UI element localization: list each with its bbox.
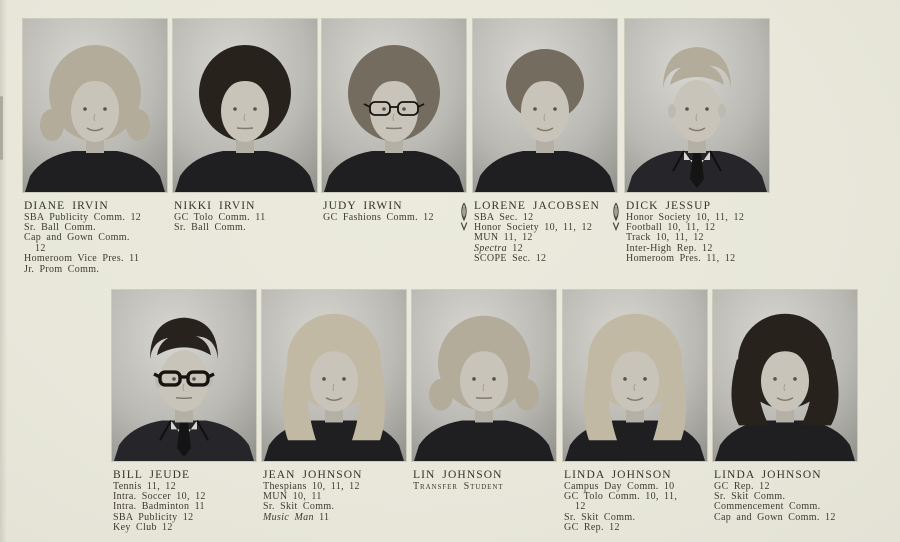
activity-line: Sr. Skit Comm. <box>263 501 335 513</box>
activity-text: 12 <box>507 242 523 254</box>
student-info <box>322 200 474 223</box>
portrait-photo <box>412 290 556 461</box>
portrait-photo <box>262 290 406 461</box>
portrait-photo <box>322 19 466 192</box>
activity-line: Intra. Soccer 10, 12 <box>113 490 206 502</box>
student-name: DICK JESSUP <box>626 200 712 212</box>
student-name: LIN JOHNSON <box>413 469 503 481</box>
student-name: DIANE IRVIN <box>24 200 109 212</box>
activity-line: Key Club 12 <box>113 522 173 534</box>
activity-line: Cap and Gown Comm. <box>24 232 130 244</box>
student-info <box>713 469 865 523</box>
student-info <box>173 200 325 233</box>
activities-list <box>413 482 564 492</box>
activity-line: GC Tolo Comm. 10, 11, <box>564 490 678 502</box>
activities-list <box>474 213 625 265</box>
student-entry <box>262 290 414 523</box>
student-info <box>23 200 175 275</box>
activity-text: 11 <box>313 511 330 523</box>
student-info <box>262 469 414 523</box>
activity-line <box>263 513 414 523</box>
activity-line: SCOPE Sec. 12 <box>474 253 547 265</box>
activities-list <box>263 482 414 524</box>
student-name: LINDA JOHNSON <box>714 469 822 481</box>
activity-line: 12 <box>35 242 46 254</box>
student-name: LORENE JACOBSEN <box>474 200 600 212</box>
activity-line: GC Rep. 12 <box>714 480 770 492</box>
student-info <box>625 200 777 265</box>
portrait-photo <box>563 290 707 461</box>
student-name: BILL JEUDE <box>113 469 191 481</box>
torch-icon <box>611 202 621 232</box>
portrait-photo <box>173 19 317 192</box>
student-name: LINDA JOHNSON <box>564 469 672 481</box>
activities-list <box>626 213 777 265</box>
portrait-photo <box>625 19 769 192</box>
student-name: JUDY IRWIN <box>323 200 403 212</box>
student-entry <box>563 290 715 534</box>
activity-line: Honor Society 10, 11, 12 <box>626 211 745 223</box>
student-entry <box>173 19 325 233</box>
activity-line: SBA Sec. 12 <box>474 211 534 223</box>
activity-line: Honor Society 10, 11, 12 <box>474 221 593 233</box>
activity-line: Jr. Prom Comm. <box>24 263 100 275</box>
activity-line: Football 10, 11, 12 <box>626 221 716 233</box>
activity-line: Cap and Gown Comm. 12 <box>714 511 836 523</box>
portrait-photo <box>713 290 857 461</box>
activity-line: Tennis 11, 12 <box>113 480 176 492</box>
activities-list <box>564 482 715 534</box>
activity-line: Transfer Student <box>413 480 504 492</box>
activity-line: GC Tolo Comm. 11 <box>174 211 266 223</box>
activity-title-italic: Spectra <box>474 242 507 254</box>
activity-line: Homeroom Vice Pres. 11 <box>24 253 140 265</box>
activity-line: MUN 11, 12 <box>474 232 533 244</box>
student-info <box>563 469 715 534</box>
activity-line: Sr. Skit Comm. <box>564 511 636 523</box>
torch-icon <box>459 202 469 232</box>
activities-list <box>113 482 264 534</box>
activity-line: SBA Publicity Comm. 12 <box>24 211 142 223</box>
portrait-photo <box>473 19 617 192</box>
student-info <box>112 469 264 534</box>
student-entry <box>625 19 777 265</box>
scan-artifact <box>0 96 3 160</box>
activity-line: Homeroom Pres. 11, 12 <box>626 253 736 265</box>
activity-line: SBA Publicity 12 <box>113 511 194 523</box>
activity-line: Thespians 10, 11, 12 <box>263 480 360 492</box>
portrait-photo <box>112 290 256 461</box>
activities-list <box>323 213 474 223</box>
activity-line: GC Rep. 12 <box>564 522 620 534</box>
student-entry <box>112 290 264 534</box>
activity-line: Intra. Badminton 11 <box>113 501 205 513</box>
portrait-photo <box>23 19 167 192</box>
activities-list <box>714 482 865 524</box>
activity-line: MUN 10, 11 <box>263 490 322 502</box>
activity-line: Inter-High Rep. 12 <box>626 242 713 254</box>
activity-line: Sr. Ball Comm. <box>174 221 246 233</box>
student-name: NIKKI IRVIN <box>174 200 256 212</box>
student-entry <box>412 290 564 492</box>
activities-list <box>174 213 325 234</box>
student-info <box>473 200 625 265</box>
activity-line: Commencement Comm. <box>714 501 821 513</box>
activity-line: GC Fashions Comm. 12 <box>323 211 434 223</box>
student-entry <box>473 19 625 265</box>
student-entry <box>713 290 865 523</box>
activity-line: Sr. Ball Comm. <box>24 221 96 233</box>
student-name: JEAN JOHNSON <box>263 469 363 481</box>
activities-list <box>24 213 175 275</box>
student-entry <box>322 19 474 223</box>
student-info <box>412 469 564 492</box>
activity-title-italic: Music Man <box>263 511 314 523</box>
activity-line: 12 <box>575 501 586 513</box>
activity-line: Sr. Skit Comm. <box>714 490 786 502</box>
student-entry <box>23 19 175 275</box>
activity-line: Track 10, 11, 12 <box>626 232 704 244</box>
activity-line: Campus Day Comm. 10 <box>564 480 675 492</box>
